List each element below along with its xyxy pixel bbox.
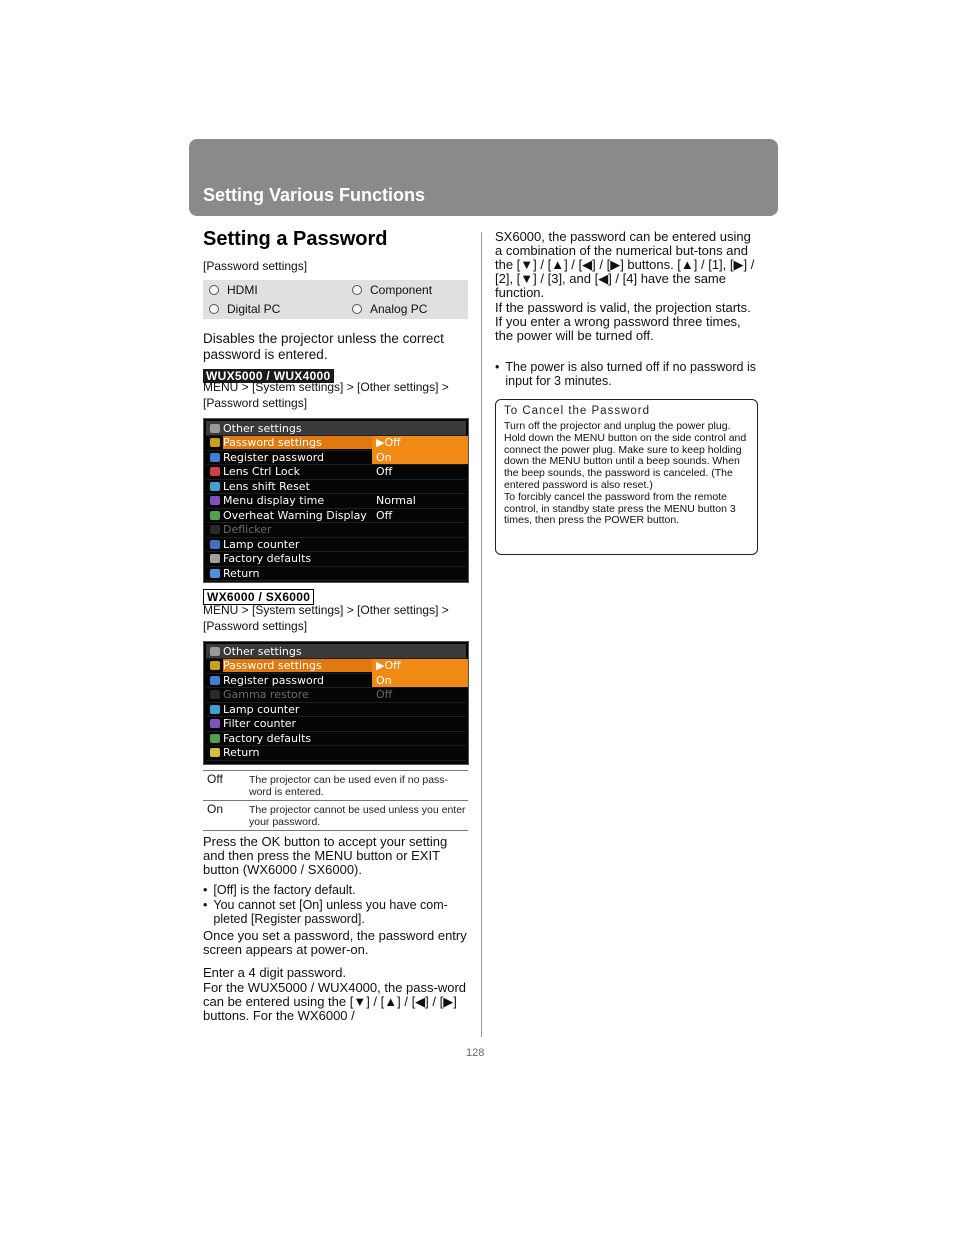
continued-text: SX6000, the password can be entered using a combination of the numerical but-tons and the [▼] / [▲] / [◀] / [▶] buttons. [▲] / [1], [▶] / [2], [▼] / [3], and [◀] / [4] have the same function. <box>495 229 755 300</box>
signal-label: HDMI <box>227 282 258 297</box>
text-run: button. <box>644 514 680 527</box>
menu-item-icon <box>210 540 220 549</box>
settings-icon <box>210 424 220 433</box>
option-key: On <box>207 802 224 816</box>
menu-item-icon <box>210 569 220 578</box>
column-divider <box>481 232 482 1037</box>
signal-analog-pc <box>352 299 427 318</box>
osd-item-value: Off <box>376 508 393 522</box>
osd-item-value <box>372 479 468 493</box>
osd-menu-item[interactable] <box>206 688 466 703</box>
power-key-label: POWER <box>604 514 645 527</box>
osd-item-label: Lens shift Reset <box>223 479 310 493</box>
osd-title-row <box>206 421 466 436</box>
menu-item-icon <box>210 467 220 476</box>
signal-label: Digital PC <box>227 301 281 316</box>
osd-item-value: ▶Off <box>372 436 468 450</box>
osd-menu-item[interactable] <box>206 673 466 688</box>
text-run: To forcibly cancel the password from the remote control, in standby state press the <box>504 490 727 515</box>
osd-item-value <box>372 566 468 580</box>
intro-text: Disables the projector unless the correct password is entered. <box>203 331 444 362</box>
radio-icon <box>209 285 219 295</box>
callout-line: Turn off the projector and unplug the power plug. <box>504 420 731 432</box>
menu-key-label: MENU <box>574 431 605 444</box>
osd-item-label: Password settings <box>223 436 373 449</box>
bullet-list-left <box>203 883 468 926</box>
osd-menu-item[interactable] <box>206 537 466 552</box>
menu-item-icon <box>210 554 220 563</box>
bullet-text: The power is also turned off if no password is input for 3 minutes. <box>505 360 756 388</box>
osd-menu-item[interactable] <box>206 436 466 451</box>
osd-menu-item[interactable] <box>206 465 466 480</box>
osd-title: Other settings <box>223 644 302 658</box>
radio-icon <box>352 304 362 314</box>
ok-key-label: OK <box>261 834 281 849</box>
text-run: button until a beep sounds. When the beep sounds, the password is canceled. (The entered password is also reset.) <box>504 455 740 491</box>
options-table <box>203 770 468 831</box>
osd-item-label: Menu display time <box>223 494 325 507</box>
osd-item-label: Password settings <box>223 659 373 672</box>
osd-menu-item[interactable] <box>206 508 466 523</box>
bullet-item: • You cannot set [On] unless you have com-pleted [Register password]. <box>203 898 468 926</box>
menu-key-label: MENU <box>314 848 353 863</box>
osd-item-label: Register password <box>223 673 325 687</box>
model-tag-label: WUX5000 / WUX4000 <box>203 369 334 383</box>
option-key: Off <box>207 772 223 786</box>
osd-item-value <box>372 523 468 537</box>
osd-menu-item[interactable] <box>206 494 466 509</box>
once-text: Once you set a password, the password entry screen appears at power-on. <box>203 928 467 957</box>
signal-digital-pc <box>209 299 280 318</box>
menu-key-label: MENU <box>549 455 581 468</box>
bullet-item: • The power is also turned off if no password is input for 3 minutes. <box>495 360 758 388</box>
menu-item-icon <box>210 496 220 505</box>
osd-item-value <box>372 717 468 731</box>
osd-item-label: Overheat Warning Display <box>223 508 367 522</box>
menu-item-icon <box>210 676 220 685</box>
osd-menu-item[interactable] <box>206 523 466 538</box>
osd-item-value: On <box>372 673 468 687</box>
osd-item-value <box>372 746 468 760</box>
text-run: Hold down the <box>504 431 575 444</box>
osd-item-label: Lens Ctrl Lock <box>223 465 301 478</box>
menu-key-label: MENU <box>663 502 695 515</box>
signal-component <box>352 280 432 299</box>
option-row-off <box>203 771 468 801</box>
menu-item-icon <box>210 482 220 491</box>
menu-item-icon <box>210 690 220 699</box>
bullet-list-right <box>495 360 758 388</box>
text-run: button or <box>352 848 412 863</box>
osd-menu-item[interactable] <box>206 746 466 761</box>
option-desc: The projector cannot be used unless you enter your password. <box>249 804 466 828</box>
text-run: button (WX6000 / SX6000). <box>203 862 362 877</box>
text-run: button to accept your setting and then press the <box>203 834 448 863</box>
valid-text: If the password is valid, the projection starts. If you enter a wrong password three times, the power will be turned off. <box>495 300 751 343</box>
menu-item-icon <box>210 719 220 728</box>
osd-item-value <box>372 537 468 551</box>
page-number: 128 <box>466 1047 485 1059</box>
menu-item-icon <box>210 748 220 757</box>
osd-item-value: Off <box>376 688 393 701</box>
cancel-password-callout <box>495 399 758 555</box>
menu-item-icon <box>210 661 220 670</box>
text-run: Press the <box>203 834 262 849</box>
osd-item-value: ▶Off <box>372 659 468 673</box>
osd-menu-a <box>203 418 469 583</box>
menu-item-icon <box>210 511 220 520</box>
osd-item-value <box>372 702 468 716</box>
enter-text: Enter a 4 digit password. <box>203 965 347 980</box>
signal-label: Component <box>370 282 433 297</box>
section-title: Setting Various Functions <box>203 185 426 205</box>
radio-icon <box>209 304 219 314</box>
menu-item-icon <box>210 453 220 462</box>
callout-title: To Cancel the Password <box>504 405 651 417</box>
menu-item-icon <box>210 525 220 534</box>
osd-item-label: Register password <box>223 450 325 464</box>
osd-menu-item[interactable] <box>206 659 466 674</box>
osd-menu-item[interactable] <box>206 552 466 567</box>
signal-label: Analog PC <box>370 301 428 316</box>
osd-item-label: Return <box>223 566 260 580</box>
osd-item-value <box>372 552 468 566</box>
osd-title-row <box>206 644 466 659</box>
osd-item-label: Lamp counter <box>223 702 300 716</box>
osd-item-label: Return <box>223 746 260 759</box>
osd-item-value: On <box>372 450 468 464</box>
exit-key-label: EXIT <box>411 848 440 863</box>
menu-path-a: MENU > [System settings] > [Other settings] > [Password settings] <box>203 380 449 410</box>
osd-menu-item[interactable] <box>206 731 466 746</box>
osd-item-label: Lamp counter <box>223 537 300 551</box>
osd-menu-item[interactable] <box>206 566 466 581</box>
option-desc: The projector can be used even if no pass-word is entered. <box>249 774 449 798</box>
signal-table <box>203 280 468 319</box>
callout-line <box>504 492 752 527</box>
menu-item-icon <box>210 438 220 447</box>
osd-menu-item[interactable] <box>206 450 466 465</box>
bullet-item: • [Off] is the factory default. <box>203 883 356 897</box>
osd-item-value: Off <box>376 465 393 478</box>
osd-item-value <box>372 731 468 745</box>
signal-hdmi <box>209 280 258 299</box>
menu-item-icon <box>210 734 220 743</box>
osd-item-value: Normal <box>376 494 416 507</box>
text-run: button 3 times, then press the <box>504 502 736 527</box>
callout-body <box>504 421 752 527</box>
settings-icon <box>210 647 220 656</box>
osd-menu-item[interactable] <box>206 702 466 717</box>
bullet-text: [Off] is the factory default. <box>213 883 356 897</box>
radio-icon <box>352 285 362 295</box>
page-title: Setting a Password <box>203 228 388 250</box>
osd-item-label: Gamma restore <box>223 688 309 701</box>
callout-line <box>504 433 752 492</box>
osd-item-label: Deflicker <box>223 523 272 536</box>
text-run: button on the side control and connect the power plug. Make sure to keep holding down the <box>504 431 747 468</box>
option-row-on <box>203 801 468 831</box>
osd-item-label: Filter counter <box>223 717 297 730</box>
press-instruction <box>203 835 468 877</box>
for-text: For the WUX5000 / WUX4000, the pass-word can be entered using the [▼] / [▲] / [◀] / [▶] buttons. For the WX6000 / <box>203 980 467 1023</box>
osd-item-label: Factory defaults <box>223 731 312 745</box>
osd-menu-item[interactable] <box>206 479 466 494</box>
menu-item-icon <box>210 705 220 714</box>
osd-item-label: Factory defaults <box>223 552 312 565</box>
model-tag-label: WX6000 / SX6000 <box>203 589 314 605</box>
osd-menu-b <box>203 641 469 765</box>
osd-title: Other settings <box>223 421 302 435</box>
menu-path-b: MENU > [System settings] > [Other settings] > [Password settings] <box>203 603 449 633</box>
subtitle: [Password settings] <box>203 259 308 273</box>
osd-menu-item[interactable] <box>206 717 466 732</box>
bullet-text: You cannot set [On] unless you have com-pleted [Register password]. <box>213 898 448 926</box>
